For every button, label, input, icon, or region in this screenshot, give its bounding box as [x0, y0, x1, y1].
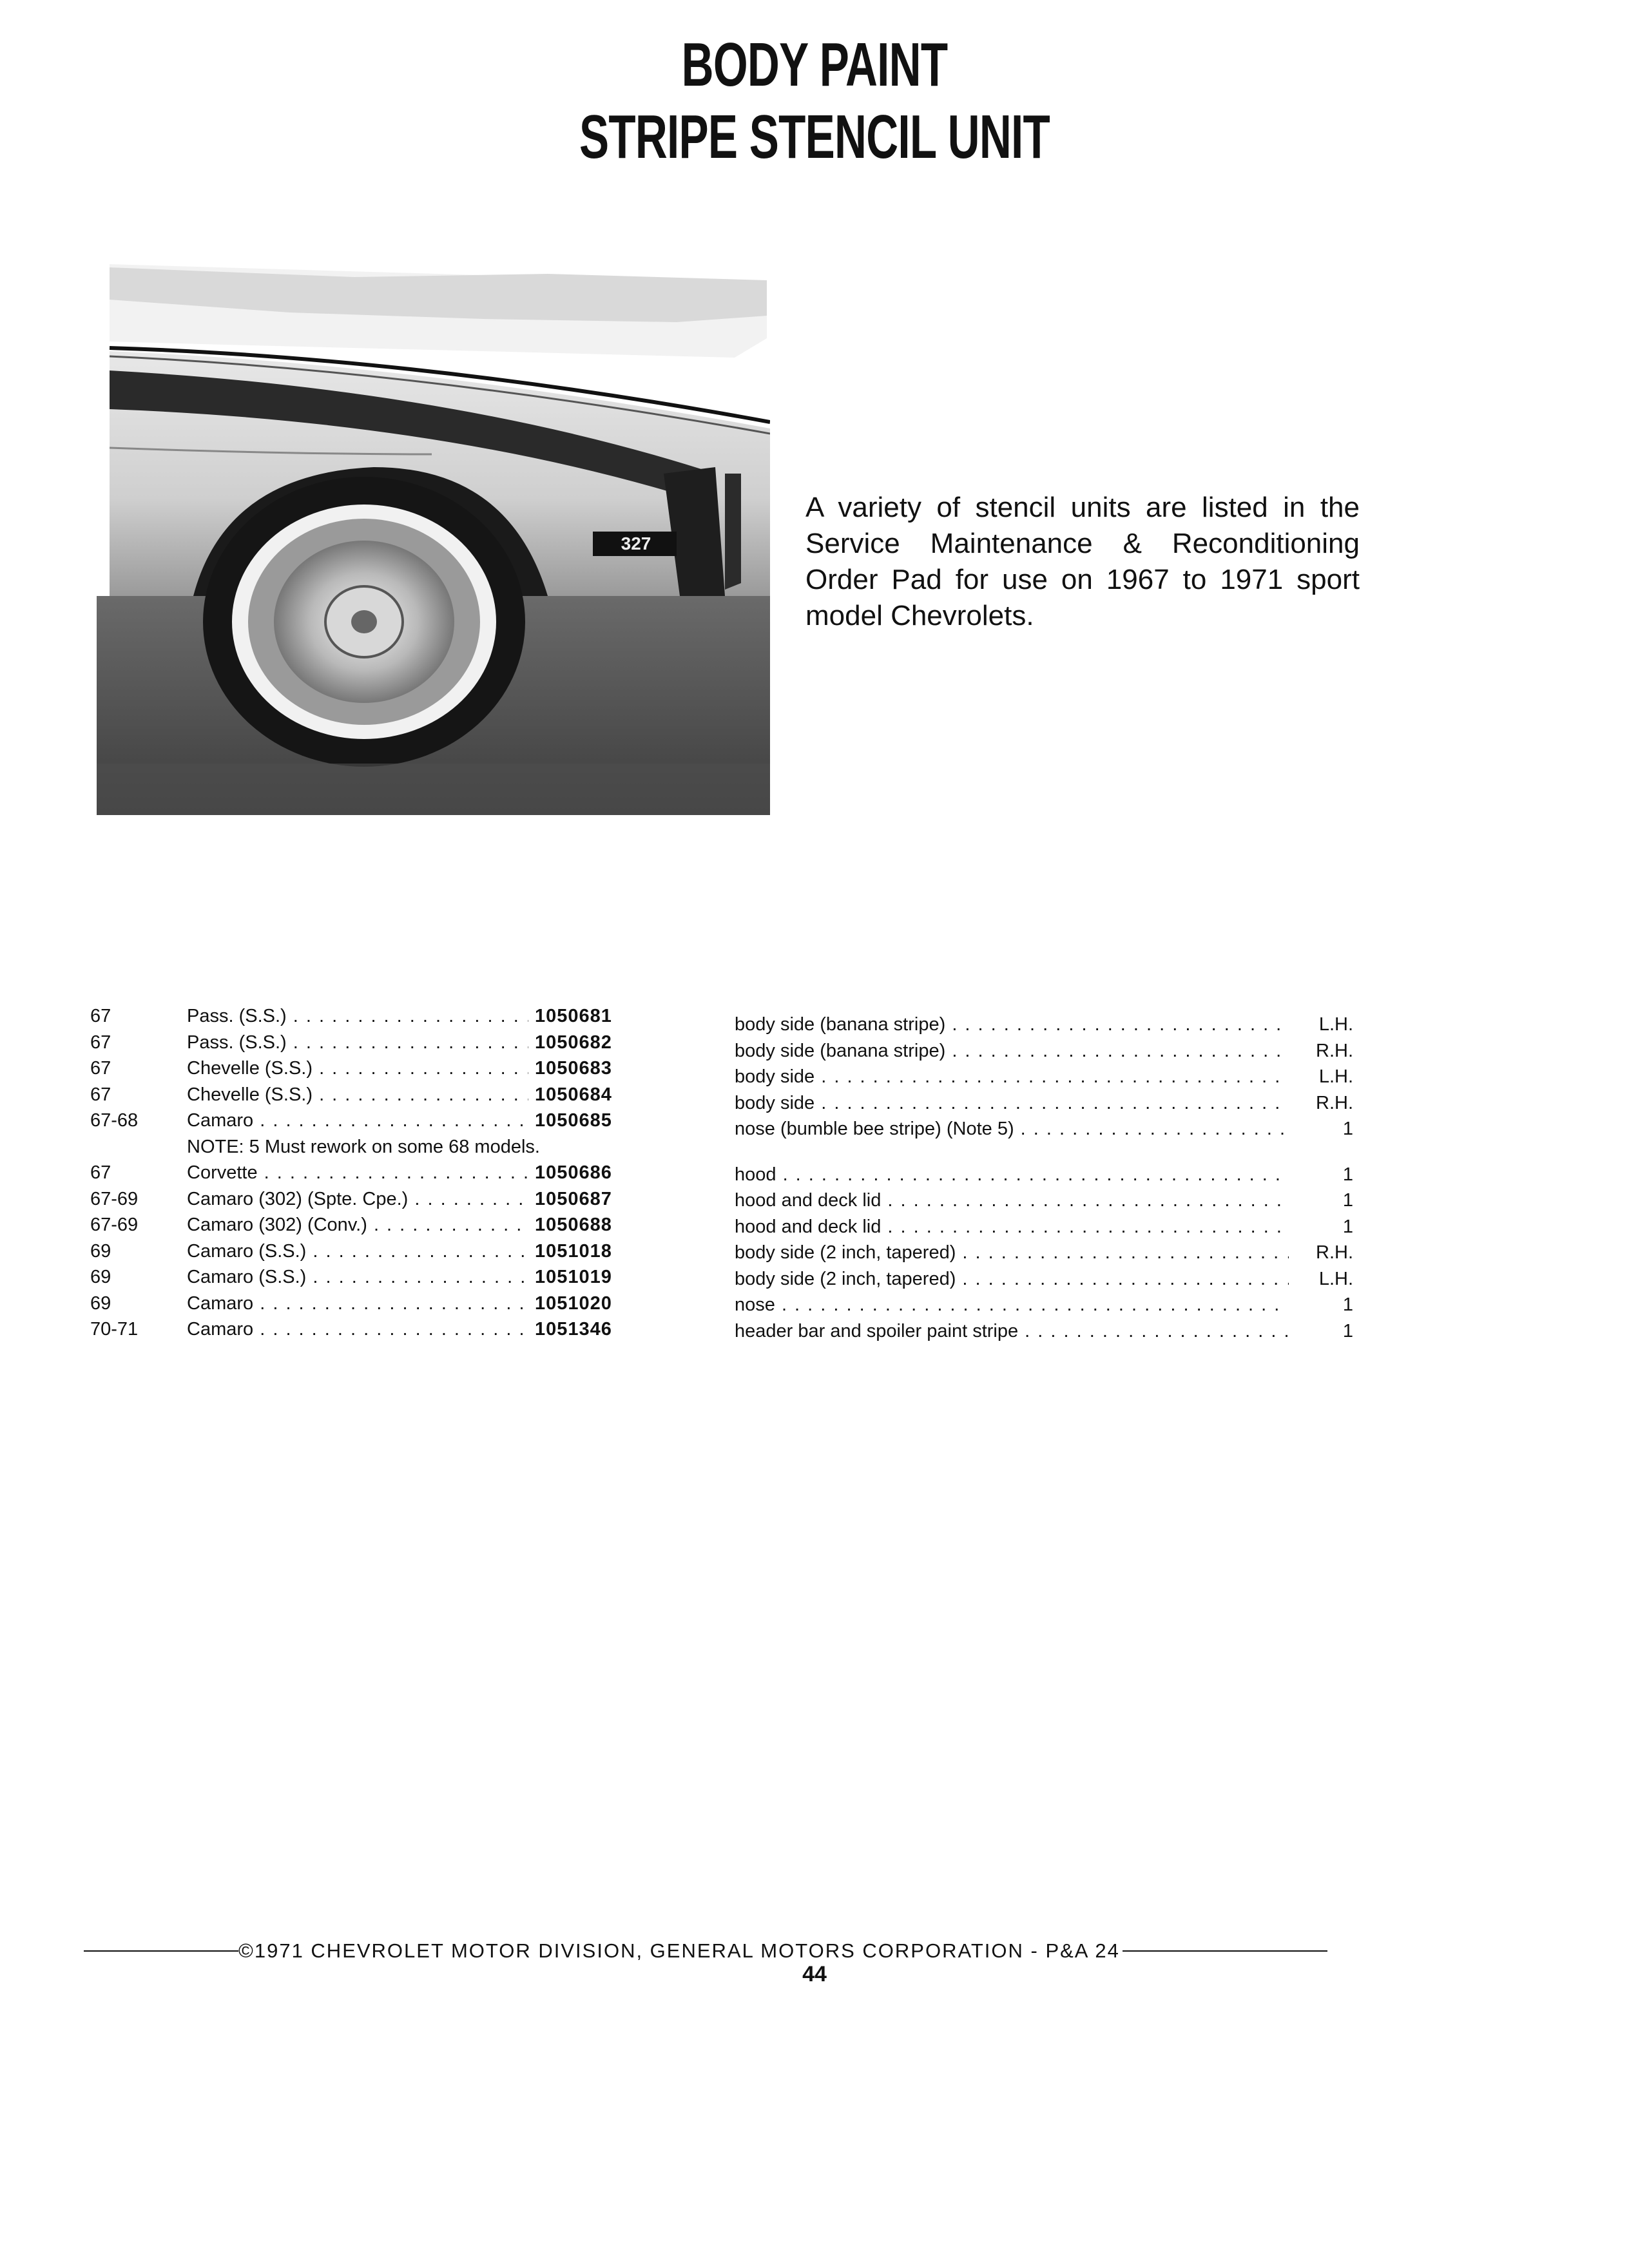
side-or-quantity: 1: [1342, 1190, 1353, 1211]
part-row: [90, 1316, 657, 1343]
part-row: [90, 1238, 657, 1265]
part-row: [90, 1055, 657, 1082]
stripe-location: body side (2 inch, tapered) . . .: [735, 1240, 1289, 1266]
model-year: 69: [90, 1240, 111, 1262]
location-row: [735, 1240, 1353, 1266]
model-year: 67-69: [90, 1215, 139, 1235]
title-line-2: STRIPE STENCIL UNIT: [579, 102, 1050, 171]
footer: [84, 1939, 1327, 1963]
model-description: Chevelle (S.S.) . . .: [187, 1055, 528, 1082]
side-or-quantity: L.H.: [1318, 1066, 1353, 1087]
footer-rule-left: [84, 1950, 238, 1952]
side-or-quantity: R.H.: [1316, 1040, 1353, 1061]
model-year: 70-71: [90, 1319, 139, 1340]
model-description: Camaro . . .: [187, 1291, 528, 1317]
model-description: Camaro (S.S.) . . .: [187, 1238, 528, 1265]
model-description: Camaro . . .: [187, 1316, 528, 1343]
stripe-location: body side (banana stripe) . . .: [735, 1012, 1289, 1038]
part-number: 1051020: [535, 1293, 612, 1314]
model-year: 69: [90, 1267, 111, 1287]
model-description: Corvette . . .: [187, 1160, 528, 1186]
part-row: [90, 1003, 657, 1030]
location-row: [735, 1064, 1353, 1090]
footer-copyright: ©1971 CHEVROLET MOTOR DIVISION, GENERAL MOTORS CORPORATION - P&A 24: [238, 1939, 1120, 1962]
part-number: 1050681: [535, 1006, 612, 1026]
page-title: [228, 29, 1401, 173]
model-year: 67: [90, 1006, 111, 1026]
emblem-text: 327: [621, 533, 651, 553]
note-row: [90, 1134, 657, 1160]
list-spacer: [735, 1142, 1353, 1162]
part-row: [90, 1186, 657, 1213]
model-description: Camaro (302) (Spte. Cpe.) . . .: [187, 1186, 528, 1213]
part-number: 1050684: [535, 1084, 612, 1105]
location-row: [735, 1187, 1353, 1214]
description-paragraph: A variety of stencil units are listed in the Service Maintenance & Reconditioning Order Pad for use on 1967 to 1971 sport model Chevrolets.: [805, 492, 1360, 631]
model-year: 67-68: [90, 1110, 139, 1131]
part-row: [90, 1212, 657, 1238]
location-row: [735, 1090, 1353, 1117]
side-or-quantity: R.H.: [1316, 1092, 1353, 1113]
stripe-location: hood and deck lid . . .: [735, 1187, 1289, 1214]
model-description: Pass. (S.S.) . . .: [187, 1003, 528, 1030]
model-description: Camaro (302) (Conv.) . . .: [187, 1212, 528, 1238]
location-row: [735, 1214, 1353, 1240]
model-year: 67: [90, 1032, 111, 1053]
location-row: [735, 1012, 1353, 1038]
side-or-quantity: R.H.: [1316, 1242, 1353, 1263]
side-or-quantity: 1: [1342, 1164, 1353, 1185]
part-number: 1050682: [535, 1032, 612, 1053]
part-number: 1050687: [535, 1188, 612, 1209]
part-number: 1051019: [535, 1267, 612, 1287]
stripe-location: hood . . .: [735, 1162, 1289, 1188]
model-description: Camaro . . .: [187, 1108, 528, 1134]
side-or-quantity: L.H.: [1318, 1014, 1353, 1035]
part-row: [90, 1291, 657, 1317]
stripe-location: nose (bumble bee stripe) (Note 5) . . .: [735, 1116, 1289, 1142]
part-row: [90, 1030, 657, 1056]
location-row: [735, 1116, 1353, 1142]
part-row: [90, 1108, 657, 1134]
note-text: NOTE: 5 Must rework on some 68 models.: [187, 1136, 540, 1157]
stripe-location: header bar and spoiler paint stripe . . .: [735, 1318, 1289, 1345]
title-line-1: BODY PAINT: [681, 30, 948, 99]
page-number: 44: [802, 1962, 827, 1986]
part-number: 1051018: [535, 1240, 612, 1262]
stripe-location: body side (2 inch, tapered) . . .: [735, 1266, 1289, 1293]
stencil-location-list: [735, 1012, 1353, 1344]
model-year: 67: [90, 1084, 111, 1105]
stencil-part-number-list: [90, 1003, 657, 1343]
model-description: Pass. (S.S.) . . .: [187, 1030, 528, 1056]
model-description: Chevelle (S.S.) . . .: [187, 1082, 528, 1108]
part-row: [90, 1082, 657, 1108]
location-row: [735, 1266, 1353, 1293]
stripe-location: nose . . .: [735, 1292, 1289, 1318]
location-row: [735, 1038, 1353, 1064]
part-number: 1050683: [535, 1058, 612, 1079]
model-year: 67-69: [90, 1188, 139, 1209]
location-row: [735, 1318, 1353, 1345]
part-row: [90, 1160, 657, 1186]
stripe-location: hood and deck lid . . .: [735, 1214, 1289, 1240]
stripe-location: body side . . .: [735, 1064, 1289, 1090]
side-or-quantity: L.H.: [1318, 1268, 1353, 1289]
model-year: 67: [90, 1162, 111, 1183]
footer-rule-right: [1123, 1950, 1327, 1952]
part-number: 1051346: [535, 1319, 612, 1340]
side-or-quantity: 1: [1342, 1119, 1353, 1139]
model-year: 69: [90, 1293, 111, 1314]
part-row: [90, 1264, 657, 1291]
model-year: 67: [90, 1058, 111, 1079]
side-or-quantity: 1: [1342, 1294, 1353, 1315]
car-fender-photo: [97, 261, 770, 815]
part-number: 1050685: [535, 1110, 612, 1131]
part-number: 1050686: [535, 1162, 612, 1183]
side-or-quantity: 1: [1342, 1216, 1353, 1237]
stripe-location: body side (banana stripe) . . .: [735, 1038, 1289, 1064]
side-or-quantity: 1: [1342, 1320, 1353, 1341]
stripe-location: body side . . .: [735, 1090, 1289, 1117]
location-row: [735, 1292, 1353, 1318]
model-description: Camaro (S.S.) . . .: [187, 1264, 528, 1291]
location-row: [735, 1162, 1353, 1188]
part-number: 1050688: [535, 1215, 612, 1235]
